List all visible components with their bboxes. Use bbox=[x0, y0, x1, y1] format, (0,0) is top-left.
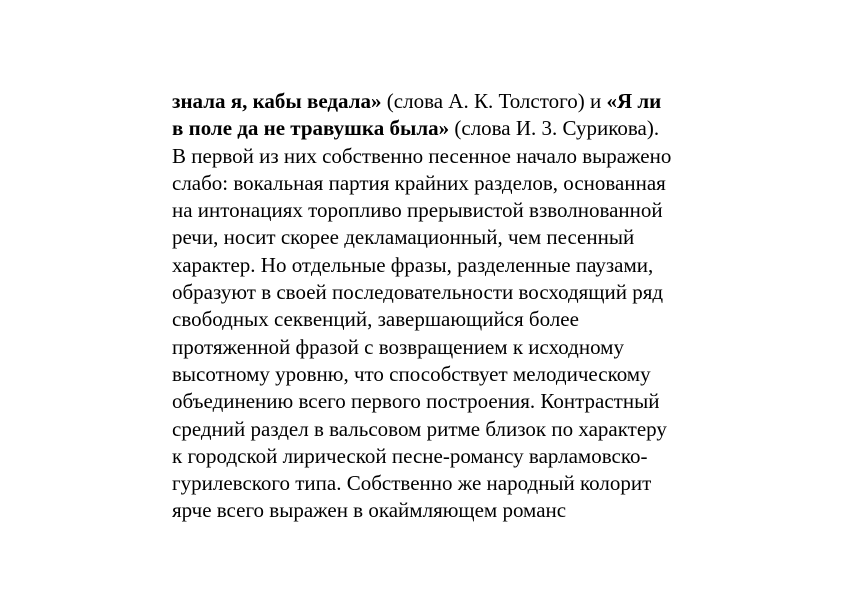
text-segment: на интонациях торопливо прерывистой взволнованной bbox=[172, 198, 663, 223]
text-line bbox=[172, 497, 694, 524]
text-line bbox=[172, 115, 694, 142]
text-line bbox=[172, 279, 694, 306]
text-segment: объединению всего первого построения. Контрастный bbox=[172, 389, 660, 414]
text-segment: характер. Но отдельные фразы, разделенные паузами, bbox=[172, 252, 654, 277]
text-segment: образуют в своей последовательности восходящий ряд bbox=[172, 280, 664, 305]
text-segment: средний раздел в вальсовом ритме близок по характеру bbox=[172, 416, 667, 441]
text-line bbox=[172, 388, 694, 415]
body-text bbox=[172, 88, 694, 525]
text-line bbox=[172, 143, 694, 170]
text-segment: высотному уровню, что способствует мелодическому bbox=[172, 361, 651, 386]
text-segment: гурилевского типа. Собственно же народный колорит bbox=[172, 471, 652, 496]
text-line bbox=[172, 416, 694, 443]
text-line bbox=[172, 306, 694, 333]
text-line bbox=[172, 224, 694, 251]
text-segment: слабо: вокальная партия крайних разделов, основанная bbox=[172, 170, 666, 195]
text-line bbox=[172, 197, 694, 224]
text-line bbox=[172, 470, 694, 497]
bold-title-text: «Я ли bbox=[606, 89, 662, 113]
bold-title-text: в поле да не травушка была» bbox=[172, 116, 450, 141]
text-segment: (слова И. 3. Сурикова). bbox=[449, 116, 660, 141]
text-segment: В первой из них собственно песенное начало выражено bbox=[172, 143, 672, 168]
text-line bbox=[172, 361, 694, 388]
text-line bbox=[172, 443, 694, 470]
bold-title-text: знала я, кабы ведала» bbox=[172, 89, 382, 113]
text-segment: ярче всего выражен в окаймляющем романс bbox=[172, 498, 567, 523]
text-line bbox=[172, 252, 694, 279]
text-segment: к городской лирической песне-романсу варламовско- bbox=[172, 443, 648, 468]
text-segment: (слова А. К. Толстого) и bbox=[381, 89, 607, 113]
text-segment: протяженной фразой с возвращением к исходному bbox=[172, 334, 624, 359]
text-line bbox=[172, 170, 694, 197]
text-segment: речи, носит скорее декламационный, чем песенный bbox=[172, 225, 635, 250]
text-segment: свободных секвенций, завершающийся более bbox=[172, 307, 579, 332]
text-line bbox=[172, 88, 694, 115]
text-line bbox=[172, 334, 694, 361]
